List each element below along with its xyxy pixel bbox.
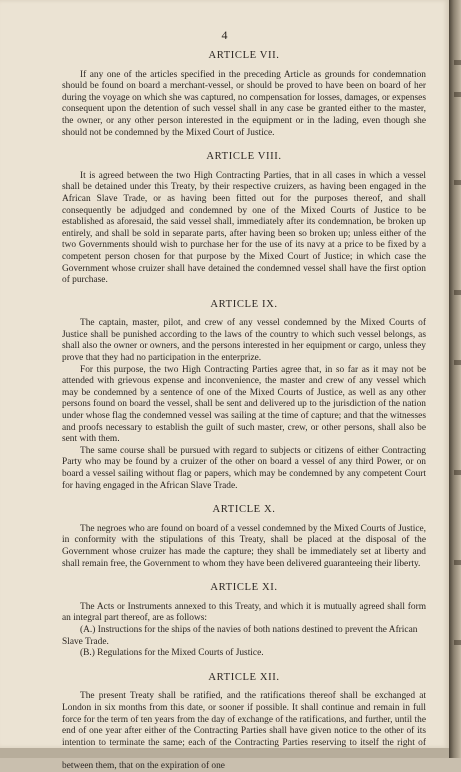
- article-spacer: [62, 570, 426, 576]
- edge-mark: [454, 290, 461, 295]
- article-paragraph: The present Treaty shall be ratified, and the ratifications thereof shall be exchanged at London in six months from this date, or sooner if possible. It shall continue and remain in full force for the term of ten years from the day of exchange of the ratifications, and further, until the end of one year after either of the Contracting Parties shall have given notice to the other of its intention to terminate the same; each of the Contracting Parties reserving to itself the right of between them, that on the expiration of one: [62, 691, 426, 771]
- article-paragraph: The negroes who are found on board of a vessel condemned by the Mixed Courts of Justice, in conformity with the stipulations of this Treaty, shall be placed at the disposal of the Government whose cruizer has made the capture; they shall be immediately set at liberty and shall remain free, the Government to whom they have been delivered guaranteeing their liberty.: [62, 523, 426, 569]
- article-heading: ARTICLE VIII.: [206, 151, 282, 163]
- page-bottom-edge: [0, 748, 449, 758]
- article-heading: ARTICLE X.: [212, 504, 276, 516]
- edge-mark: [454, 640, 461, 645]
- article-heading: ARTICLE IX.: [210, 298, 278, 310]
- article-spacer: [62, 287, 426, 293]
- edge-mark: [454, 92, 461, 97]
- annex-list-item: (B.) Regulations for the Mixed Courts of Justice.: [80, 648, 264, 659]
- edge-mark: [454, 60, 461, 65]
- article-paragraph: The Acts or Instruments annexed to this Treaty, and which it is mutually agreed shall form an integral part thereof, are as follows:: [62, 601, 426, 624]
- article-paragraph: For this purpose, the two High Contracting Parties agree that, in so far as it may not be attended with grievous expense and inconvenience, the master and crew of any vessel which may be condemned by a sentence of one of the Mixed Courts of Justice, as well as any other persons found on board the vessel, shall be sent and delivered up to the jurisdiction of the nation under whose flag the condemned vessel was sailing at the time of capture; and that the witnesses and proofs necessary to establish the guilt of such master, crew, or other persons, shall also be sent with them.: [62, 364, 426, 445]
- page-number: 4: [221, 28, 228, 42]
- article-paragraph: If any one of the articles specified in the preceding Article as grounds for condemnation should be found on board a merchant-vessel, or should be proved to have been on board of her during the voyage on which she was captured, no compensation for losses, damages, or expenses consequent upon the detention of such vessel shall in any case be granted either to the master, the owner, or any other person interested in the equipment or in the lading, even though she should not be condemned by the Mixed Court of Justice.: [62, 69, 426, 138]
- document-body: [62, 44, 426, 772]
- article-spacer: [62, 492, 426, 498]
- article-spacer: [62, 139, 426, 145]
- edge-mark: [454, 360, 461, 365]
- edge-mark: [454, 470, 461, 475]
- article-paragraph: The same course shall be pursued with regard to subjects or citizens of either Contracting Party who may be found by a cruizer of the other on board a vessel of any third Power, or on board a vessel sailing without flag or papers, which may be condemned by any competent Court for having engaged in the African Slave Trade.: [62, 445, 426, 491]
- edge-mark: [454, 560, 461, 565]
- article-heading: ARTICLE XI.: [210, 582, 278, 594]
- edge-mark: [454, 180, 461, 185]
- article-paragraph: The captain, master, pilot, and crew of any vessel condemned by the Mixed Courts of Justice shall be punished according to the laws of the country to which such vessel belongs, as shall also the owner or owners, and the persons interested in her equipment or cargo, unless they prove that they had no participation in the enterprize.: [62, 318, 426, 364]
- article-heading: ARTICLE VII.: [208, 50, 280, 61]
- article-paragraph: It is agreed between the two High Contracting Parties, that in all cases in which a vessel shall be detained under this Treaty, by their respective cruizers, as having been engaged in the African Slave Trade, or as having been fitted out for the purposes thereof, and shall consequently be adjudged and condemned by one of the Mixed Courts of Justice to be established as aforesaid, the said vessel shall, immediately after its condemnation, be broken up entirely, and shall be sold in separate parts, after having been so broken up; unless either of the two Governments should wish to purchase her for the use of its navy at a price to be fixed by a competent person chosen for that purpose by the Mixed Court of Justice; in which case the Government whose cruizer shall have detained the condemned vessel shall have the first option of purchase.: [62, 170, 426, 286]
- article-heading: ARTICLE XII.: [208, 671, 280, 683]
- facing-page-edge: [449, 0, 461, 758]
- article-spacer: [62, 660, 426, 666]
- annex-list-item: (A.) Instructions for the ships of the navies of both nations destined to prevent the African Slave Trade.: [62, 624, 418, 647]
